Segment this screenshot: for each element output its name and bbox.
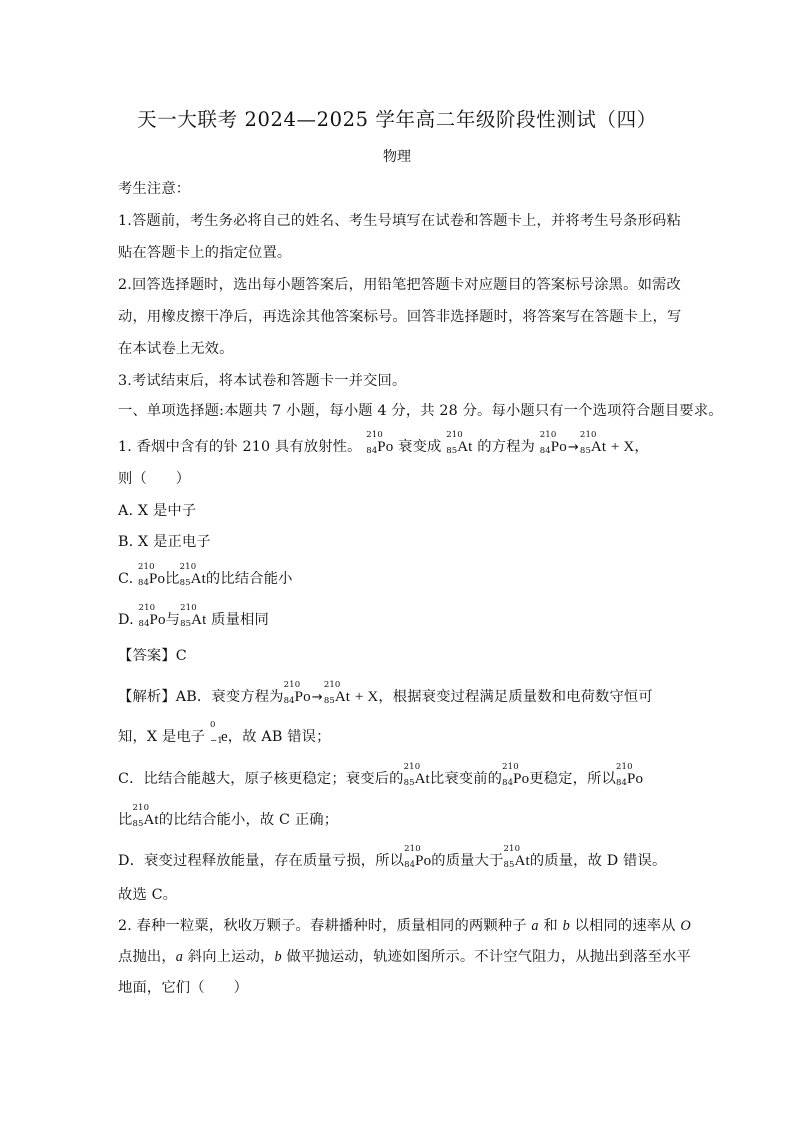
nuclide-at: 210 85 At bbox=[503, 844, 530, 870]
nuclide-po: 210 84 Po bbox=[138, 603, 166, 629]
nuclide-at: 210 85 At bbox=[179, 562, 206, 588]
nuclide-at: 210 85 At bbox=[323, 680, 351, 706]
seed-a: a bbox=[531, 918, 539, 934]
nuclide-po: 210 84 Po bbox=[615, 762, 644, 788]
notice-3: 3.考试结束后，将本试卷和答题卡一并交回。 bbox=[118, 373, 407, 389]
q1-option-c: C. 210 84 Po比 210 85 At的比结合能小 bbox=[118, 562, 293, 588]
plus-x: + X bbox=[610, 439, 635, 455]
nuclide-po: 210 84 Po bbox=[137, 562, 166, 588]
q1-option-b: B. X 是正电子 bbox=[118, 534, 211, 550]
notice-heading: 考生注意： bbox=[118, 181, 191, 197]
q1-answer: 【答案】C bbox=[118, 648, 187, 664]
subject-label: 物理 bbox=[383, 149, 411, 165]
exam-title: 天一大联考 2024—2025 学年高二年级阶段性测试（四） bbox=[137, 108, 657, 131]
nuclide-at: 210 85 At bbox=[446, 430, 473, 456]
q1-text-3: 的方程为 bbox=[477, 439, 535, 455]
q1-option-d: D. 210 84 Po与 210 85 At 质量相同 bbox=[118, 603, 269, 629]
arrow-icon: → bbox=[311, 690, 323, 705]
q1-text-2: 衰变成 bbox=[398, 439, 442, 455]
nuclide-at: 210 85 At bbox=[132, 803, 159, 829]
q1-explanation-3: C．比结合能越大，原子核更稳定；衰变后的 210 85 At比衰变前的 210 84 Po更稳定，所以 210 84 Po bbox=[118, 762, 644, 788]
q1-text-1: 1. 香烟中含有的钋 210 具有放射性。 bbox=[118, 439, 362, 455]
nuclide-at: 210 85 At bbox=[403, 762, 430, 788]
notice-1-line-b: 贴在答题卡上的指定位置。 bbox=[118, 245, 292, 261]
nuclide-at: 210 85 At bbox=[180, 603, 207, 629]
seed-b: b bbox=[562, 918, 570, 934]
nuclide-po: 210 84 Po bbox=[366, 430, 394, 456]
q2-line-1: 2. 春种一粒粟，秋收万颗子。春耕播种时，质量相同的两颗种子 a 和 b 以相同的速率从 O bbox=[118, 918, 691, 934]
nuclide-at: 210 85 At bbox=[579, 430, 607, 456]
q1-explanation-4: 比 210 85 At的比结合能小，故 C 正确； bbox=[118, 803, 339, 829]
notice-2-line-b: 动，用橡皮擦干净后，再选涂其他答案标号。回答非选择题时，将答案写在答题卡上，写 bbox=[118, 309, 682, 325]
q1-option-a: A. X 是中子 bbox=[118, 503, 197, 519]
q1-text-4: ， bbox=[634, 439, 649, 455]
q1-explanation-2: 知，X 是电子 0 −1 e，故 AB 错误； bbox=[118, 720, 331, 746]
notice-2-line-a: 2.回答选择题时，选出每小题答案后，用铅笔把答题卡对应题目的答案标号涂黑。如需改 bbox=[118, 277, 681, 293]
point-o: O bbox=[680, 918, 691, 934]
notice-2-line-c: 在本试卷上无效。 bbox=[118, 341, 234, 357]
section-heading: 一、单项选择题:本题共 7 小题，每小题 4 分，共 28 分。每小题只有一个选项符合题目要求。 bbox=[118, 403, 723, 419]
q1-explanation-1: 【解析】AB．衰变方程为 210 84 Po→ 210 85 At + X，根据衰变过程满足质量数和电荷数守恒可 bbox=[118, 680, 653, 706]
q2-line-3: 地面，它们（ ） bbox=[118, 980, 249, 996]
notice-1-line-a: 1.答题前，考生务必将自己的姓名、考生号填写在试卷和答题卡上，并将考生号条形码粘 bbox=[118, 213, 681, 229]
nuclide-po: 210 84 Po bbox=[404, 844, 432, 870]
arrow-icon: → bbox=[567, 440, 579, 455]
nuclide-po: 210 84 Po bbox=[283, 680, 311, 706]
nuclide-electron: 0 −1 e bbox=[209, 720, 228, 746]
explanation-label: 【解析】 bbox=[118, 689, 176, 705]
q1-then: 则（ ） bbox=[118, 471, 191, 487]
q1-stem bbox=[118, 430, 649, 456]
q2-line-2: 点抛出，a 斜向上运动，b 做平抛运动，轨迹如图所示。不计空气阻力，从抛出到落至水平 bbox=[118, 949, 692, 965]
nuclide-po: 210 84 Po bbox=[539, 430, 567, 456]
nuclide-po: 210 84 Po bbox=[502, 762, 530, 788]
q1-conclusion: 故选 C。 bbox=[118, 887, 178, 903]
q1-explanation-5: D．衰变过程释放能量，存在质量亏损，所以 210 84 Po的质量大于 210 85 At的质量，故 D 错误。 bbox=[118, 844, 667, 870]
